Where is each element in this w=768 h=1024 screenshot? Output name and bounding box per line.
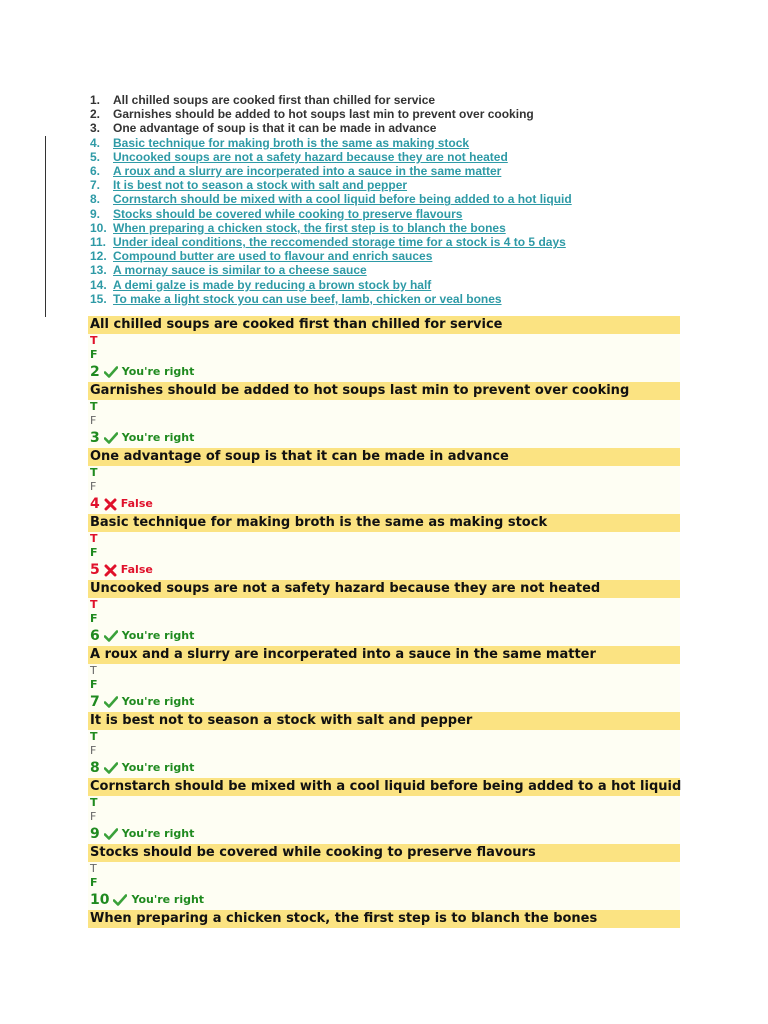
question-number: 10.: [90, 220, 107, 235]
result-label: You're right: [121, 695, 195, 708]
question-list-item: [90, 93, 572, 107]
result-label: You're right: [131, 893, 205, 906]
option-true[interactable]: T: [90, 400, 98, 413]
option-false[interactable]: F: [90, 810, 97, 823]
quiz-question: Uncooked soups are not a safety hazard because they are not heated: [88, 580, 680, 598]
question-number: 11.: [90, 235, 107, 250]
checkmark-icon: [104, 828, 118, 840]
answer-options: [88, 598, 680, 646]
question-number: 13.: [90, 263, 107, 278]
question-number: 2.: [90, 107, 101, 122]
result-label: False: [120, 563, 153, 576]
option-true[interactable]: T: [90, 532, 98, 545]
question-number: 7.: [90, 178, 101, 193]
checkmark-icon: [104, 696, 118, 708]
result-label: You're right: [121, 761, 195, 774]
question-link[interactable]: [90, 221, 572, 235]
quiz-item: [88, 448, 680, 514]
question-number: 14.: [90, 277, 107, 292]
question-link[interactable]: [90, 178, 572, 192]
answer-options: [88, 862, 680, 910]
result-row: [90, 560, 680, 580]
question-list: [90, 93, 572, 306]
cross-icon: [104, 498, 117, 511]
result-row: [90, 428, 680, 448]
option-false[interactable]: F: [90, 348, 98, 361]
question-list-item: [90, 121, 572, 135]
question-number: 6.: [90, 164, 101, 179]
option-false[interactable]: F: [90, 876, 98, 889]
checkmark-icon: [104, 432, 118, 444]
quiz-item: [88, 382, 680, 448]
question-link[interactable]: [90, 292, 572, 306]
question-number: 5.: [90, 149, 101, 164]
question-number: 3: [90, 430, 100, 446]
margin-bar: [45, 136, 46, 317]
question-number: 2: [90, 364, 100, 380]
question-number: 6: [90, 628, 100, 644]
quiz-results: [88, 316, 680, 928]
option-false[interactable]: F: [90, 678, 98, 691]
option-false[interactable]: F: [90, 744, 97, 757]
option-false[interactable]: F: [90, 612, 98, 625]
quiz-question: One advantage of soup is that it can be made in advance: [88, 448, 680, 466]
quiz-item: [88, 712, 680, 778]
question-text: A mornay sauce is similar to a cheese sauce: [113, 263, 367, 278]
result-label: You're right: [121, 365, 195, 378]
question-list-item: [90, 107, 572, 121]
checkmark-icon: [113, 894, 127, 906]
question-text: A demi galze is made by reducing a brown stock by half: [113, 277, 432, 292]
quiz-question: When preparing a chicken stock, the first step is to blanch the bones: [88, 910, 680, 928]
answer-options: [88, 334, 680, 382]
question-text: Cornstarch should be mixed with a cool liquid before being added to a hot liquid: [113, 192, 572, 207]
answer-options: [88, 796, 680, 844]
quiz-item: [88, 778, 680, 844]
answer-options: [88, 664, 680, 712]
question-text: Garnishes should be added to hot soups last min to prevent over cooking: [113, 107, 534, 122]
question-text: Under ideal conditions, the reccomended storage time for a stock is 4 to 5 days: [113, 235, 566, 250]
question-link[interactable]: [90, 249, 572, 263]
option-false[interactable]: F: [90, 414, 97, 427]
answer-options: [88, 466, 680, 514]
answer-options: [88, 730, 680, 778]
question-number: 8: [90, 760, 100, 776]
option-false[interactable]: F: [90, 546, 98, 559]
quiz-item: [88, 580, 680, 646]
quiz-question: It is best not to season a stock with salt and pepper: [88, 712, 680, 730]
question-text: To make a light stock you can use beef, lamb, chicken or veal bones: [113, 291, 502, 306]
question-number: 4.: [90, 135, 101, 150]
quiz-item: [88, 910, 680, 928]
question-number: 1.: [90, 93, 101, 107]
option-true[interactable]: T: [90, 466, 98, 479]
quiz-item: [88, 844, 680, 910]
option-false[interactable]: F: [90, 480, 97, 493]
quiz-question: All chilled soups are cooked first than chilled for service: [88, 316, 680, 334]
quiz-question: Basic technique for making broth is the same as making stock: [88, 514, 680, 532]
question-number: 3.: [90, 121, 101, 136]
question-link[interactable]: [90, 150, 572, 164]
question-text: When preparing a chicken stock, the first step is to blanch the bones: [113, 220, 506, 235]
option-true[interactable]: T: [90, 598, 98, 611]
option-true[interactable]: T: [90, 796, 98, 809]
result-row: [90, 362, 680, 382]
question-text: A roux and a slurry are incorperated into a sauce in the same matter: [113, 164, 502, 179]
option-true[interactable]: T: [90, 664, 97, 677]
result-row: [90, 494, 680, 514]
question-number: 7: [90, 694, 100, 710]
checkmark-icon: [104, 762, 118, 774]
option-true[interactable]: T: [90, 862, 97, 875]
checkmark-icon: [104, 366, 118, 378]
question-link[interactable]: [90, 263, 572, 277]
result-row: [90, 758, 680, 778]
result-label: You're right: [121, 827, 195, 840]
result-label: False: [120, 497, 153, 510]
answer-options: [88, 400, 680, 448]
question-number: 15.: [90, 291, 107, 306]
question-number: 10: [90, 892, 110, 908]
option-true[interactable]: T: [90, 730, 98, 743]
question-text: Uncooked soups are not a safety hazard because they are not heated: [113, 149, 508, 164]
question-number: 9.: [90, 206, 101, 221]
question-number: 4: [90, 496, 100, 512]
option-true[interactable]: T: [90, 334, 98, 347]
question-link[interactable]: [90, 235, 572, 249]
question-link[interactable]: [90, 278, 572, 292]
question-number: 9: [90, 826, 100, 842]
quiz-question: Stocks should be covered while cooking to preserve flavours: [88, 844, 680, 862]
question-number: 12.: [90, 249, 107, 264]
question-text: Stocks should be covered while cooking to preserve flavours: [113, 206, 463, 221]
result-row: [90, 626, 680, 646]
result-label: You're right: [121, 629, 195, 642]
checkmark-icon: [104, 630, 118, 642]
quiz-item: [88, 316, 680, 382]
quiz-question: A roux and a slurry are incorperated into a sauce in the same matter: [88, 646, 680, 664]
question-text: Basic technique for making broth is the same as making stock: [113, 135, 470, 150]
result-label: You're right: [121, 431, 195, 444]
question-text: Compound butter are used to flavour and enrich sauces: [113, 249, 433, 264]
question-link[interactable]: [90, 192, 572, 206]
cross-icon: [104, 564, 117, 577]
quiz-item: [88, 514, 680, 580]
result-row: [90, 692, 680, 712]
question-link[interactable]: [90, 207, 572, 221]
quiz-question: Garnishes should be added to hot soups last min to prevent over cooking: [88, 382, 680, 400]
question-number: 8.: [90, 192, 101, 207]
result-row: [90, 824, 680, 844]
question-number: 5: [90, 562, 100, 578]
question-text: One advantage of soup is that it can be made in advance: [113, 121, 437, 136]
question-link[interactable]: [90, 164, 572, 178]
question-text: All chilled soups are cooked first than chilled for service: [113, 93, 436, 107]
question-link[interactable]: [90, 136, 572, 150]
quiz-question: Cornstarch should be mixed with a cool liquid before being added to a hot liquid: [90, 779, 682, 794]
result-row: [90, 890, 680, 910]
answer-options: [88, 532, 680, 580]
quiz-item: [88, 646, 680, 712]
question-text: It is best not to season a stock with salt and pepper: [113, 178, 408, 193]
